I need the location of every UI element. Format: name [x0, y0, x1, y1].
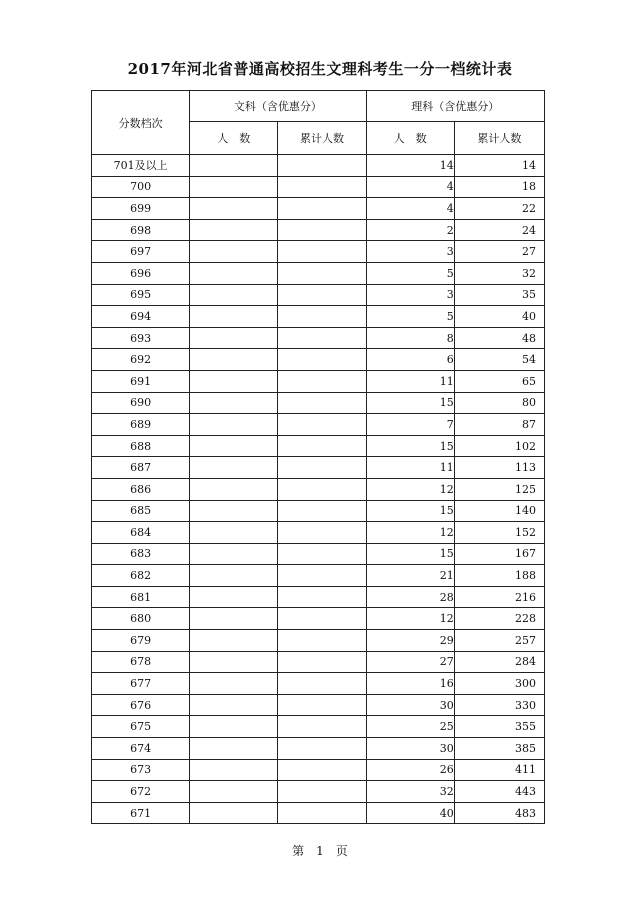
- science-cumulative-cell: 411: [454, 759, 544, 781]
- table-row: [92, 392, 545, 414]
- arts-cumulative-cell: [278, 370, 366, 392]
- arts-count-header: 人 数: [190, 122, 278, 155]
- table-row: [92, 522, 545, 544]
- arts-cumulative-cell: [278, 651, 366, 673]
- arts-count-cell: [190, 370, 278, 392]
- arts-cumulative-cell: [278, 306, 366, 328]
- arts-cumulative-cell: [278, 241, 366, 263]
- table-row: [92, 435, 545, 457]
- science-count-cell: 32: [366, 781, 454, 803]
- score-cell: 677: [92, 673, 190, 695]
- score-cell: 672: [92, 781, 190, 803]
- score-cell: 696: [92, 262, 190, 284]
- table-row: [92, 176, 545, 198]
- science-cumulative-cell: 140: [454, 500, 544, 522]
- score-cell: 692: [92, 349, 190, 371]
- arts-cumulative-cell: [278, 759, 366, 781]
- science-cumulative-cell: 483: [454, 802, 544, 824]
- score-cell: 690: [92, 392, 190, 414]
- page-title: 2017年河北省普通高校招生文理科考生一分一档统计表: [127, 60, 513, 78]
- table-row: [92, 651, 545, 673]
- score-cell: 680: [92, 608, 190, 630]
- table-row: [92, 586, 545, 608]
- science-count-cell: 6: [366, 349, 454, 371]
- table-row: [92, 759, 545, 781]
- science-count-cell: 21: [366, 565, 454, 587]
- arts-count-cell: [190, 284, 278, 306]
- science-cumulative-cell: 14: [454, 155, 544, 177]
- score-cell: 688: [92, 435, 190, 457]
- science-cumulative-cell: 125: [454, 478, 544, 500]
- table-row: [92, 241, 545, 263]
- table-row: [92, 543, 545, 565]
- science-cumulative-cell: 32: [454, 262, 544, 284]
- score-cell: 700: [92, 176, 190, 198]
- arts-cumulative-cell: [278, 349, 366, 371]
- arts-count-cell: [190, 630, 278, 652]
- score-cell: 689: [92, 414, 190, 436]
- arts-cumulative-cell: [278, 500, 366, 522]
- arts-count-cell: [190, 198, 278, 220]
- science-cumulative-cell: 284: [454, 651, 544, 673]
- arts-count-cell: [190, 392, 278, 414]
- science-count-cell: 15: [366, 500, 454, 522]
- arts-count-cell: [190, 457, 278, 479]
- arts-count-cell: [190, 781, 278, 803]
- science-count-cell: 11: [366, 457, 454, 479]
- science-count-cell: 29: [366, 630, 454, 652]
- science-cumulative-cell: 65: [454, 370, 544, 392]
- table-row: [92, 673, 545, 695]
- arts-count-cell: [190, 565, 278, 587]
- score-cell: 671: [92, 802, 190, 824]
- arts-cumulative-cell: [278, 694, 366, 716]
- arts-cumulative-cell: [278, 802, 366, 824]
- score-cell: 699: [92, 198, 190, 220]
- arts-count-cell: [190, 716, 278, 738]
- science-cumulative-cell: 40: [454, 306, 544, 328]
- score-cell: 683: [92, 543, 190, 565]
- table-row: [92, 219, 545, 241]
- table-row: [92, 478, 545, 500]
- page-number: 第 1 页: [292, 844, 348, 858]
- science-count-cell: 5: [366, 262, 454, 284]
- science-cumulative-cell: 48: [454, 327, 544, 349]
- arts-cumulative-cell: [278, 457, 366, 479]
- science-count-cell: 28: [366, 586, 454, 608]
- score-cell: 697: [92, 241, 190, 263]
- science-cumulative-cell: 113: [454, 457, 544, 479]
- table-row: [92, 262, 545, 284]
- science-count-cell: 12: [366, 478, 454, 500]
- score-cell: 691: [92, 370, 190, 392]
- table-header: [92, 91, 545, 155]
- arts-cumulative-cell: [278, 716, 366, 738]
- table-row: [92, 284, 545, 306]
- science-count-cell: 30: [366, 694, 454, 716]
- science-cumulative-cell: 300: [454, 673, 544, 695]
- arts-cumulative-cell: [278, 565, 366, 587]
- arts-cumulative-cell: [278, 155, 366, 177]
- science-count-cell: 3: [366, 284, 454, 306]
- table-row: [92, 500, 545, 522]
- arts-count-cell: [190, 435, 278, 457]
- science-cumulative-cell: 216: [454, 586, 544, 608]
- score-cell: 676: [92, 694, 190, 716]
- arts-count-cell: [190, 176, 278, 198]
- arts-cumulative-cell: [278, 284, 366, 306]
- science-count-header: 人 数: [366, 122, 454, 155]
- table-row: [92, 781, 545, 803]
- arts-cumulative-cell: [278, 738, 366, 760]
- table-row: [92, 738, 545, 760]
- score-cell: 685: [92, 500, 190, 522]
- table-row: [92, 306, 545, 328]
- science-count-cell: 14: [366, 155, 454, 177]
- science-cumulative-cell: 257: [454, 630, 544, 652]
- science-count-cell: 15: [366, 392, 454, 414]
- score-cell: 693: [92, 327, 190, 349]
- arts-count-cell: [190, 586, 278, 608]
- arts-count-cell: [190, 673, 278, 695]
- science-count-cell: 2: [366, 219, 454, 241]
- arts-cumulative-cell: [278, 673, 366, 695]
- arts-cumulative-cell: [278, 608, 366, 630]
- science-count-cell: 30: [366, 738, 454, 760]
- science-count-cell: 27: [366, 651, 454, 673]
- science-count-cell: 11: [366, 370, 454, 392]
- arts-count-cell: [190, 694, 278, 716]
- science-cumulative-cell: 355: [454, 716, 544, 738]
- arts-cumulative-header: 累计人数: [278, 122, 366, 155]
- arts-count-cell: [190, 500, 278, 522]
- table-row: [92, 198, 545, 220]
- arts-cumulative-cell: [278, 392, 366, 414]
- science-group-header: 理科（含优惠分）: [366, 91, 544, 122]
- score-cell: 698: [92, 219, 190, 241]
- science-cumulative-cell: 35: [454, 284, 544, 306]
- science-count-cell: 15: [366, 543, 454, 565]
- arts-group-header: 文科（含优惠分）: [190, 91, 366, 122]
- arts-count-cell: [190, 543, 278, 565]
- science-cumulative-cell: 167: [454, 543, 544, 565]
- science-count-cell: 15: [366, 435, 454, 457]
- arts-count-cell: [190, 241, 278, 263]
- arts-cumulative-cell: [278, 219, 366, 241]
- arts-count-cell: [190, 262, 278, 284]
- science-cumulative-cell: 27: [454, 241, 544, 263]
- arts-cumulative-cell: [278, 414, 366, 436]
- science-cumulative-cell: 102: [454, 435, 544, 457]
- arts-count-cell: [190, 478, 278, 500]
- table-row: [92, 565, 545, 587]
- score-cell: 674: [92, 738, 190, 760]
- arts-cumulative-cell: [278, 522, 366, 544]
- science-cumulative-cell: 228: [454, 608, 544, 630]
- score-cell: 701及以上: [92, 155, 190, 177]
- science-count-cell: 3: [366, 241, 454, 263]
- science-cumulative-cell: 18: [454, 176, 544, 198]
- science-cumulative-cell: 385: [454, 738, 544, 760]
- score-cell: 678: [92, 651, 190, 673]
- science-cumulative-cell: 87: [454, 414, 544, 436]
- table-row: [92, 414, 545, 436]
- science-cumulative-cell: 24: [454, 219, 544, 241]
- arts-count-cell: [190, 219, 278, 241]
- arts-cumulative-cell: [278, 176, 366, 198]
- table-row: [92, 716, 545, 738]
- table-row: [92, 694, 545, 716]
- arts-count-cell: [190, 349, 278, 371]
- science-cumulative-cell: 80: [454, 392, 544, 414]
- arts-count-cell: [190, 651, 278, 673]
- score-cell: 684: [92, 522, 190, 544]
- science-cumulative-cell: 152: [454, 522, 544, 544]
- arts-count-cell: [190, 414, 278, 436]
- arts-cumulative-cell: [278, 435, 366, 457]
- arts-count-cell: [190, 327, 278, 349]
- score-cell: 682: [92, 565, 190, 587]
- arts-cumulative-cell: [278, 781, 366, 803]
- arts-count-cell: [190, 155, 278, 177]
- arts-count-cell: [190, 738, 278, 760]
- table-body: [92, 155, 545, 824]
- science-count-cell: 12: [366, 522, 454, 544]
- science-cumulative-cell: 443: [454, 781, 544, 803]
- arts-cumulative-cell: [278, 327, 366, 349]
- table-row: [92, 349, 545, 371]
- table-row: [92, 630, 545, 652]
- score-cell: 695: [92, 284, 190, 306]
- score-table: [91, 90, 545, 824]
- arts-cumulative-cell: [278, 198, 366, 220]
- science-count-cell: 7: [366, 414, 454, 436]
- science-cumulative-cell: 22: [454, 198, 544, 220]
- arts-cumulative-cell: [278, 262, 366, 284]
- score-cell: 686: [92, 478, 190, 500]
- score-cell: 673: [92, 759, 190, 781]
- arts-count-cell: [190, 306, 278, 328]
- score-cell: 675: [92, 716, 190, 738]
- science-count-cell: 16: [366, 673, 454, 695]
- arts-cumulative-cell: [278, 478, 366, 500]
- score-cell: 687: [92, 457, 190, 479]
- table-row: [92, 608, 545, 630]
- table-row: [92, 802, 545, 824]
- arts-count-cell: [190, 522, 278, 544]
- table-row: [92, 457, 545, 479]
- science-cumulative-cell: 188: [454, 565, 544, 587]
- science-cumulative-cell: 330: [454, 694, 544, 716]
- score-cell: 681: [92, 586, 190, 608]
- arts-cumulative-cell: [278, 543, 366, 565]
- science-cumulative-cell: 54: [454, 349, 544, 371]
- arts-count-cell: [190, 802, 278, 824]
- science-count-cell: 4: [366, 176, 454, 198]
- table-row: [92, 370, 545, 392]
- science-count-cell: 4: [366, 198, 454, 220]
- score-column-header: 分数档次: [92, 91, 190, 155]
- arts-count-cell: [190, 608, 278, 630]
- arts-cumulative-cell: [278, 586, 366, 608]
- score-cell: 694: [92, 306, 190, 328]
- science-cumulative-header: 累计人数: [454, 122, 544, 155]
- science-count-cell: 26: [366, 759, 454, 781]
- science-count-cell: 5: [366, 306, 454, 328]
- score-cell: 679: [92, 630, 190, 652]
- arts-count-cell: [190, 759, 278, 781]
- table-row: [92, 155, 545, 177]
- arts-cumulative-cell: [278, 630, 366, 652]
- science-count-cell: 12: [366, 608, 454, 630]
- science-count-cell: 25: [366, 716, 454, 738]
- science-count-cell: 40: [366, 802, 454, 824]
- table-row: [92, 327, 545, 349]
- science-count-cell: 8: [366, 327, 454, 349]
